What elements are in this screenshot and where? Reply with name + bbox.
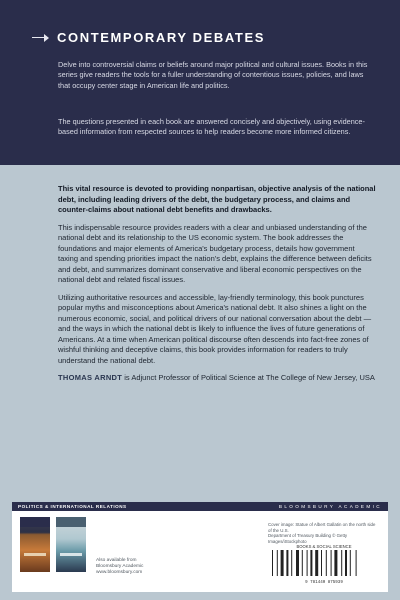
series-title: CONTEMPORARY DEBATES [57, 30, 265, 45]
isbn-number: 9 781440 875939 [305, 581, 343, 585]
isbn-barcode [268, 544, 380, 586]
book-cover-thumbnail [56, 517, 86, 572]
lead-paragraph: This vital resource is devoted to providing nonpartisan, objective analysis of the national debt, including leading drivers of the debt, the budgetary process, and claims and counter-claims about national debt benefits and drawbacks. [58, 184, 376, 214]
image-credits [268, 522, 380, 544]
body-paragraph-2: Utilizing authoritative resources and accessible, lay-friendly terminology, this book punctures popular myths and misconceptions about America's national debt. It also shines a light on the numerous economic, social, and political drivers of our national conversation about the debt — and the ways in which the national debt is likely to influence the lives of future generations of Americans. At a time when American political discourse often descends into fact-free zones of wishful thinking and deceptive claims, this book provides information for readers to truly understand the national debt. [58, 292, 372, 365]
book-cover-thumbnail [20, 517, 50, 572]
barcode-heading: BOOKS & SOCIAL SCIENCE [296, 544, 352, 549]
arrow-icon [44, 34, 49, 42]
credit-line: Cover image: Statue of Albert Gallatin on the north side of the U.S. [268, 522, 376, 533]
pub-line: www.bloomsbury.com [96, 570, 143, 575]
series-heading [32, 30, 265, 45]
back-cover-footer [12, 502, 388, 592]
series-description-2: The questions presented in each book are answered concisely and objectively, using evidence-based information from respected sources to help readers become more informed citizens. [58, 117, 365, 137]
series-description: Delve into controversial claims or beliefs around major political and cultural issues. Books in this series give readers the tools for a fuller understanding of contentious issues, policies, and laws that occupy center stage in American life and politics. [58, 60, 368, 90]
category-label: POLITICS & INTERNATIONAL RELATIONS [18, 504, 127, 509]
author-name: THOMAS ARNDT [58, 373, 123, 382]
barcode-icon [268, 550, 380, 576]
credit-line: Department of Treasury Building © Getty Images/iStockphoto [268, 533, 348, 544]
series-panel [0, 0, 400, 165]
blurb [58, 184, 376, 391]
footer-banner [12, 502, 388, 511]
publisher-info [96, 558, 176, 576]
heading-line [32, 37, 44, 38]
author-bio [58, 373, 376, 384]
pub-line: Bloomsbury Academic [96, 564, 144, 569]
author-bio-text: is Adjunct Professor of Political Science at The College of New Jersey, USA [122, 373, 375, 382]
publisher-label: BLOOMSBURY ACADEMIC [278, 504, 382, 509]
body-paragraph-1: This indispensable resource provides readers with a clear and unbiased understanding of the national debt and its relationship to the US economic system. The book addresses the foundations and major elements of America's budgetary process, details how government taxing and spending priorities impact the nation's debt, explains the difference between deficits and debt, and summarizes dominant conservative and liberal economic perspectives on the national debt and related fiscal issues. [58, 222, 372, 284]
pub-line: Also available from [96, 558, 137, 563]
